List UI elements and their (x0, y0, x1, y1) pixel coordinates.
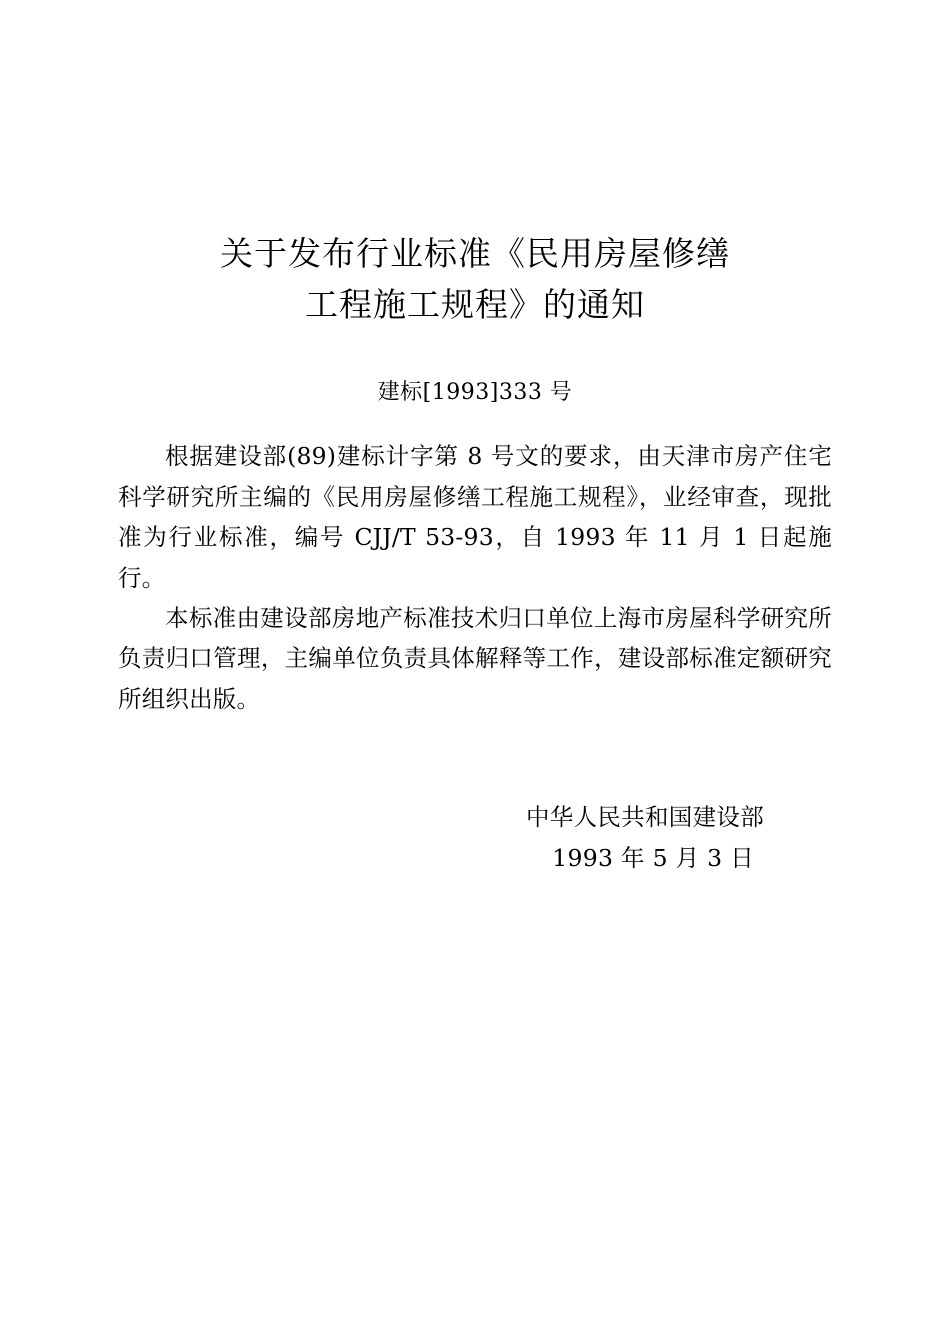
page-title-line-2: 工程施工规程》的通知 (305, 285, 645, 325)
body-paragraph-2: 本标准由建设部房地产标准技术归口单位上海市房屋科学研究所负责归口管理，主编单位负责具体解释等工作，建设部标准定额研究所组织出版。 (118, 603, 832, 713)
document-number: 建标[1993]333 号 (377, 380, 573, 406)
signature-block (118, 719, 832, 878)
signature-issuer: 中华人民共和国建设部 (526, 803, 764, 832)
document-body (118, 406, 832, 719)
signature-date: 1993 年 5 月 3 日 (552, 843, 754, 872)
page-title-line-1: 关于发布行业标准《民用房屋修缮 (220, 234, 730, 273)
body-paragraph-1: 根据建设部(89)建标计字第 8 号文的要求，由天津市房产住宅科学研究所主编的《民用房屋修缮工程施工规程》，业经审查，现批准为行业标准，编号 CJJ/T 53-93，自 1993 年 11 月 1 日起施行。 (118, 442, 832, 592)
page-title (0, 0, 950, 330)
